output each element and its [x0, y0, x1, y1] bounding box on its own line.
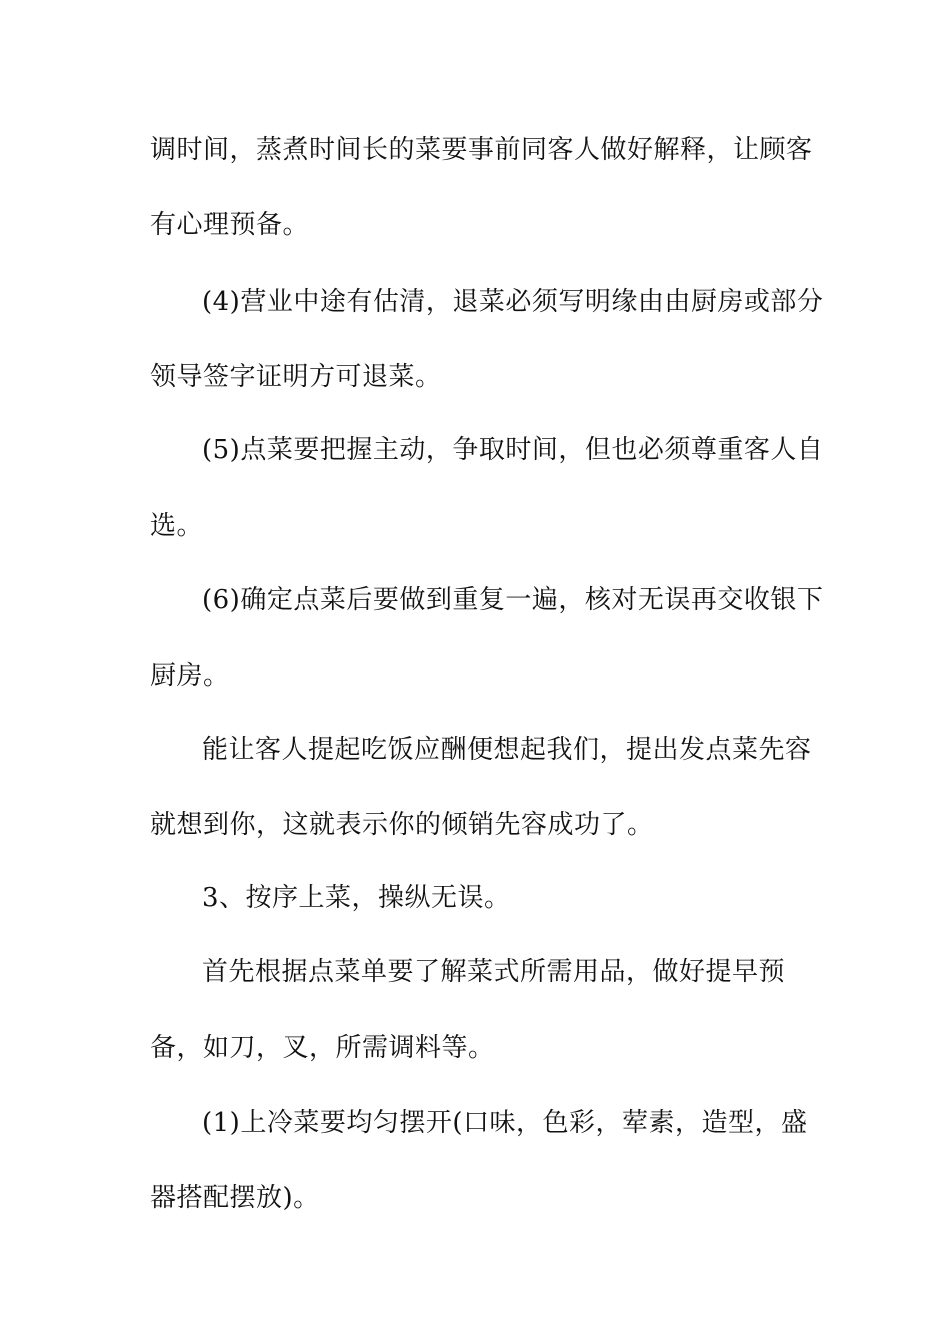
text-line-14: (1)上冷菜要均匀摆开(口味，色彩，荤素，造型，盛 [202, 1108, 808, 1138]
text-line-10: 就想到你，这就表示你的倾销先容成功了。 [150, 810, 654, 840]
text-line-4: 领导签字证明方可退菜。 [150, 362, 442, 392]
text-line-11: 3、按序上菜，操纵无误。 [202, 883, 511, 913]
text-line-12: 首先根据点菜单要了解菜式所需用品，做好提早预 [202, 957, 786, 987]
text-line-2: 有心理预备。 [150, 210, 310, 240]
text-line-8: 厨房。 [150, 661, 230, 691]
text-line-15: 器搭配摆放)。 [150, 1183, 320, 1213]
text-line-3: (4)营业中途有估清，退菜必须写明缘由由厨房或部分 [202, 287, 824, 317]
text-line-6: 选。 [150, 511, 204, 541]
text-line-1: 调时间，蒸煮时间长的菜要事前同客人做好解释，让顾客 [150, 135, 813, 165]
text-line-5: (5)点菜要把握主动，争取时间，但也必须尊重客人自 [202, 435, 824, 465]
text-line-13: 备，如刀，叉，所需调料等。 [150, 1033, 495, 1063]
text-line-9: 能让客人提起吃饭应酬便想起我们，提出发点菜先容 [202, 735, 812, 765]
text-line-7: (6)确定点菜后要做到重复一遍，核对无误再交收银下 [202, 585, 824, 615]
